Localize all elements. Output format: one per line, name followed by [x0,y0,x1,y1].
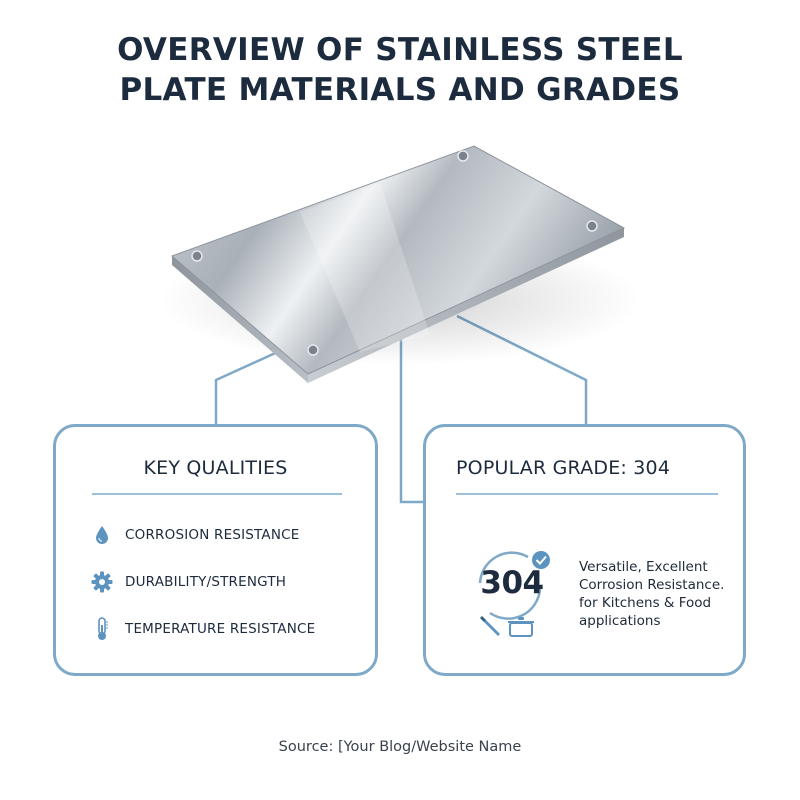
title-line-2: PLATE MATERIALS AND GRADES [119,72,681,108]
quality-temperature [89,617,315,641]
key-qualities-card [53,424,378,676]
source-credit: Source: [Your Blog/Website Name [278,739,522,755]
quality-label: TEMPERATURE RESISTANCE [125,621,316,637]
description-line: Corrosion Resistance. [579,577,725,593]
title-line-1: OVERVIEW OF STAINLESS STEEL [117,32,683,68]
description-line: for Kitchens & Food [579,595,712,611]
knife-icon [480,616,500,636]
quality-label: DURABILITY/STRENGTH [125,574,287,590]
pot-icon [508,617,534,636]
popular-grade-heading: POPULAR GRADE: 304 [456,457,671,479]
grade-description [579,558,744,630]
badge-grade-number: 304 [480,565,544,601]
plate-hole [308,345,318,355]
connector-left [216,350,282,424]
quality-durability [89,570,286,594]
heading-divider [456,493,718,495]
grade-304-badge [466,543,556,643]
description-line: applications [579,613,661,629]
popular-grade-card [423,424,746,676]
water-drop-icon [89,523,115,547]
quality-corrosion [89,523,300,547]
plate-hole [192,251,202,261]
heading-divider [92,493,342,495]
plate-hole [587,221,597,231]
plate-hole [458,151,468,161]
thermometer-icon [89,617,115,641]
description-line: Versatile, Excellent [579,559,708,575]
key-qualities-heading: KEY QUALITIES [143,457,288,479]
gear-icon [89,570,115,594]
quality-label: CORROSION RESISTANCE [125,527,300,543]
